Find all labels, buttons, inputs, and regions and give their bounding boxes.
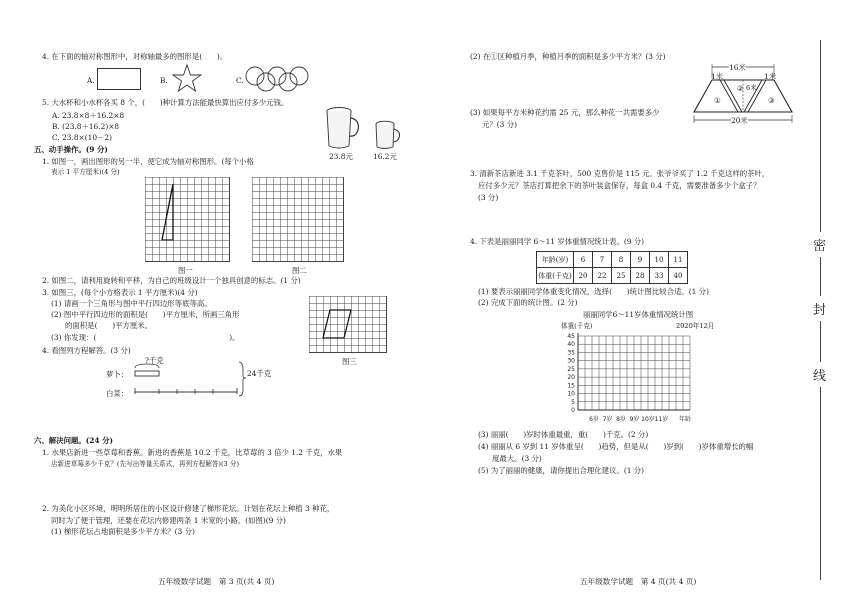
q5-option-a: A. 23.8×8＋16.2×8 <box>52 111 125 120</box>
table-cell: 28 <box>631 268 650 284</box>
sec5-question-3: 3. 如图三，(每个小方格表示 1 平方厘米)(4 分) <box>42 288 198 297</box>
chart-y-axis-label: 体重(千克) <box>561 322 593 330</box>
table-header-age: 年龄(岁) <box>537 252 574 268</box>
x-tick-label: 9岁 <box>629 416 640 423</box>
question-3-cont: 应付多少元？茶店打算把余下的茶叶装盒保存，每盒 0.4 千克，需要准备多少个盒子？ <box>478 181 761 190</box>
region-1-label: ① <box>714 96 721 105</box>
table-cell: 7 <box>593 252 612 268</box>
seal-char-feng: 封 <box>813 296 826 321</box>
y-tick-label: 0 <box>571 407 575 414</box>
path-width-label-2: 1米 <box>764 72 777 81</box>
large-cup-icon <box>324 106 362 150</box>
figure-3-label: 图三 <box>342 357 357 366</box>
question-3-score: (3 分) <box>478 193 499 202</box>
weight-line-chart <box>560 330 720 430</box>
question-4-4-cont: 度最大。(3 分) <box>492 454 542 463</box>
table-cell: 40 <box>669 268 688 284</box>
question-4-2: (2) 完成下面的统计图。(2 分) <box>478 298 578 307</box>
parallelogram-shape <box>309 296 386 352</box>
sec6-question-2-cont: 同时为了便于管理，还要在花坛内修建两条 1 米宽的小路。(如图)(9 分) <box>51 516 286 525</box>
question-4: 4. 下表是丽丽同学 6～11 岁体重情况统计表。(9 分) <box>470 237 645 246</box>
question-4-5: (5) 为了丽丽的健康，请你提出合理化建议。(1 分) <box>478 466 645 475</box>
line-segment-diagram <box>125 360 245 400</box>
table-cell: 20 <box>574 268 593 284</box>
chart-title: 丽丽同学6～11岁体重情况统计图 <box>583 310 694 319</box>
sec6-question-1-cont: 店新进草莓多少千克？(先写出等量关系式，再列方程解答)(3 分) <box>51 460 240 468</box>
table-row <box>537 252 688 268</box>
region-2-label: ② <box>737 84 744 93</box>
trapezoid-height-label: 6米 <box>746 84 757 92</box>
section-6-title: 六、解决问题。(24 分) <box>34 436 113 445</box>
path-width-label-1: 1米 <box>711 72 724 81</box>
weight-table <box>536 251 688 284</box>
sec5-question-3-1: (1) 请画一个三角形与图中平行四边形等底等高。 <box>51 299 212 308</box>
sec5-question-2: 2. 如图二，请利用旋转和平移，为自己的班级设计一个独具创意的标志。(1 分) <box>42 276 301 285</box>
q2-part-3: (3) 如果每平方米种花约需 25 元，那么种花一共需要多少 <box>470 108 660 117</box>
y-tick-label: 5 <box>571 398 575 406</box>
sec5-question-3-3: (3) 你发现：( )。 <box>51 333 240 342</box>
chart-date: 2020年12月 <box>676 322 715 330</box>
sec5-question-4: 4. 看图列方程解答。(3 分) <box>42 346 131 355</box>
sec6-question-1: 1. 水果店新进一些草莓和香蕉。新进的香蕉是 10.2 千克，比草莓的 3 倍少 1.2 千克，水果 <box>42 448 343 457</box>
table-row <box>537 268 688 284</box>
table-header-weight: 体重(千克) <box>537 268 574 284</box>
x-tick-label: 7岁 <box>602 416 613 423</box>
right-page-footer: 五年级数学试题 第 4 页(共 4 页) <box>580 577 697 586</box>
star-shape <box>172 64 202 92</box>
sec5-question-3-2: (2) 图中平行四边形的面积是( )平方厘米，所画三角形 <box>51 310 240 319</box>
region-3-label: ③ <box>768 96 775 105</box>
question-4-4: (4) 丽丽从 6 岁到 11 岁体重呈( )趋势，但是从( )岁到( )岁体重增长的幅 <box>478 442 754 451</box>
option-b-label: B. <box>160 76 168 85</box>
question-4-3: (3) 丽丽( )岁时体重最重，重( )千克。(2 分) <box>478 430 649 439</box>
question-4-1: (1) 要表示丽丽同学体重变化情况，选择( )统计图比较合适。(1 分) <box>478 287 709 296</box>
q2-part-3-cont: 元？(3 分) <box>482 120 517 129</box>
table-cell: 10 <box>650 252 669 268</box>
figure-1-label: 图一 <box>178 266 193 275</box>
question-5: 5. 大水杯和小水杯各买 8 个，( )种计算方法能最快算出应付多少元钱。 <box>42 98 289 107</box>
five-rings-shape <box>244 64 310 92</box>
table-cell: 33 <box>650 268 669 284</box>
question-3: 3. 清新茶店新进 3.1 千克茶叶，500 克售价是 115 元。张爷爷买了 1.2 千克这样的茶叶， <box>470 169 770 178</box>
q4-unknown-label: ?千克 <box>145 356 164 365</box>
rectangle-shape <box>97 68 141 90</box>
table-cell: 8 <box>612 252 631 268</box>
table-cell: 22 <box>593 268 612 284</box>
y-tick-label: 15 <box>567 382 575 390</box>
sec6-question-2: 2. 为美化小区环境，明明所居住的小区设计修建了梯形花坛。计划在花坛上种植 3 种花， <box>42 504 335 513</box>
q5-option-c: C. 23.8×(10－2) <box>52 133 113 142</box>
sec5-question-3-2-cont: 的面积是( )平方厘米。 <box>65 321 153 330</box>
figure-2-grid <box>252 177 344 262</box>
q4-luobo-label: 萝卜： <box>106 370 129 379</box>
x-tick-label: 6岁 <box>589 416 599 423</box>
y-tick-label: 30 <box>567 357 575 365</box>
section-5-title: 五、动手操作。(9 分) <box>34 145 108 154</box>
q2-part-2: (2) 在①区种植月季，种植月季的面积是多少平方米？(3 分) <box>470 52 666 61</box>
x-tick-label: 8岁 <box>616 416 626 423</box>
x-tick-label: 11岁 <box>654 416 669 423</box>
table-cell: 6 <box>574 252 593 268</box>
x-axis-label: 年龄 <box>679 416 692 423</box>
seal-char-xian: 线 <box>813 362 826 387</box>
y-tick-label: 10 <box>567 390 575 398</box>
option-a-label: A. <box>87 76 95 85</box>
table-cell: 11 <box>669 252 688 268</box>
left-page-footer: 五年级数学试题 第 3 页(共 4 页) <box>158 577 275 586</box>
sec5-question-1: 1. 如图一，画出图形的另一半，使它成为轴对称图形。(每个小格 <box>42 157 254 166</box>
table-cell: 9 <box>631 252 650 268</box>
figure-2-label: 图二 <box>292 266 307 275</box>
trapezoid-bottom-label: 20米 <box>731 116 748 125</box>
small-cup-icon <box>374 120 402 150</box>
y-tick-label: 40 <box>567 341 575 349</box>
small-cup-price: 16.2元 <box>373 152 397 161</box>
y-tick-label: 20 <box>567 374 575 382</box>
seal-char-mi: 密 <box>813 232 826 257</box>
q4-baicai-label: 白菜： <box>106 389 129 398</box>
x-tick-label: 10岁 <box>641 416 655 423</box>
sec5-question-1-cont: 表示 1 平方厘米)(4 分) <box>51 168 120 176</box>
y-tick-label: 45 <box>567 333 575 340</box>
option-c-label: C. <box>236 76 244 85</box>
q5-option-b: B. (23.8＋16.2)×8 <box>52 122 120 131</box>
trapezoid-top-label: 16米 <box>729 63 746 72</box>
q4-total-label: 24千克 <box>247 369 272 378</box>
figure-1-half-shape <box>145 177 229 261</box>
sec6-question-2-1: (1) 梯形花坛占地面积是多少平方米？(3 分) <box>51 527 195 536</box>
y-tick-label: 25 <box>567 365 575 373</box>
table-cell: 25 <box>612 268 631 284</box>
large-cup-price: 23.8元 <box>329 152 353 161</box>
y-tick-label: 35 <box>567 349 575 357</box>
question-4: 4. 在下面的轴对称图形中，对称轴最多的图形是( )。 <box>42 52 228 61</box>
